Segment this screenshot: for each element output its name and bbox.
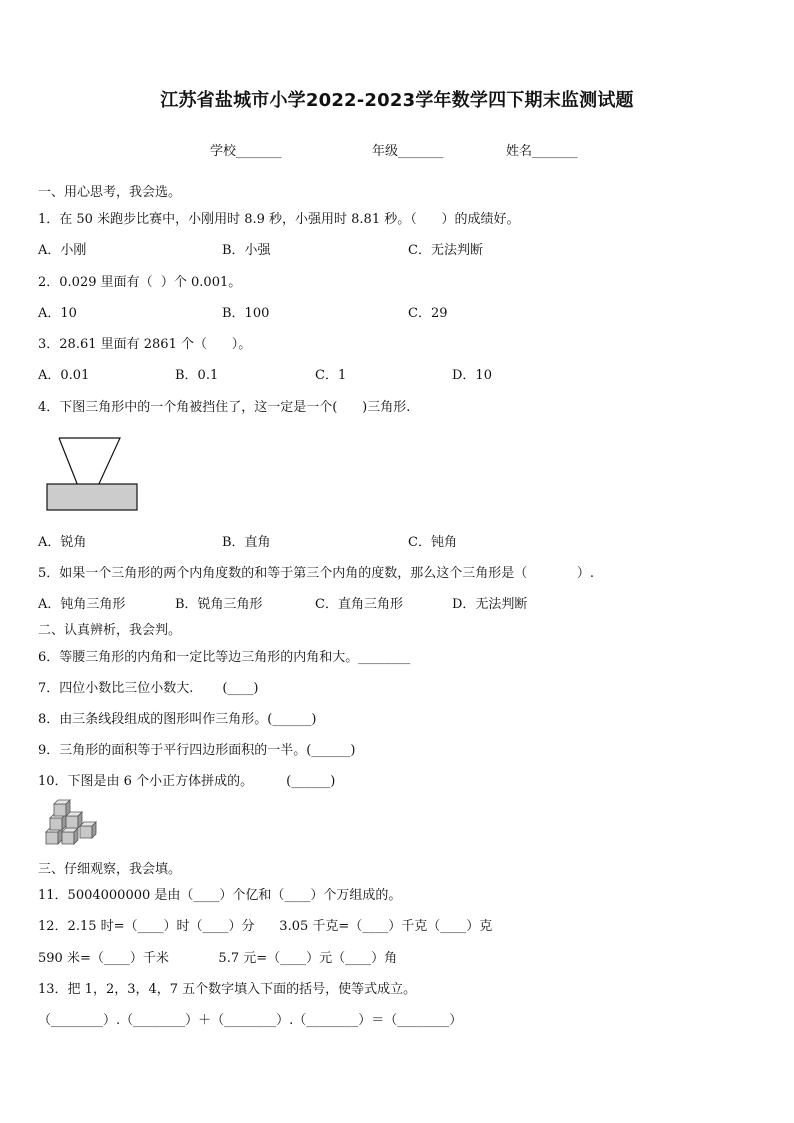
question-1: 1．在 50 米跑步比赛中，小刚用时 8.9 秒，小强用时 8.81 秒。（ ）的成绩好。 — [38, 212, 520, 227]
q1-option-b[interactable]: B．小强 — [222, 243, 271, 258]
question-5: 5．如果一个三角形的两个内角度数的和等于第三个内角的度数，那么这个三角形是（ ）. — [38, 566, 594, 581]
cube-stack — [46, 800, 96, 844]
q1-option-c[interactable]: C．无法判断 — [408, 243, 483, 258]
covering-rectangle — [47, 484, 137, 510]
section-heading-2: 二、认真辨析，我会判。 — [38, 623, 182, 638]
header-fields — [0, 140, 794, 160]
q3-option-d[interactable]: D．10 — [452, 368, 492, 383]
question-3: 3．28.61 里面有 2861 个（ ）。 — [38, 337, 252, 352]
question-11: 11．5004000000 是由（____）个亿和（____）个万组成的。 — [38, 888, 402, 903]
q3-option-a[interactable]: A．0.01 — [38, 368, 90, 383]
q3-option-c[interactable]: C．1 — [315, 368, 347, 383]
section-heading-3: 三、仔细观察，我会填。 — [38, 862, 182, 877]
q2-option-c[interactable]: C．29 — [408, 306, 448, 321]
cubes-figure — [42, 798, 102, 850]
question-8: 8．由三条线段组成的图形叫作三角形。(______) — [38, 712, 317, 727]
triangle-left-edge — [59, 438, 78, 486]
q4-option-a[interactable]: A．锐角 — [38, 535, 87, 550]
question-10: 10．下图是由 6 个小正方体拼成的。 (______) — [38, 774, 336, 789]
q5-option-b[interactable]: B．锐角三角形 — [175, 597, 263, 612]
page-title: 江苏省盐城市小学2022-2023学年数学四下期末监测试题 — [160, 90, 634, 111]
question-2: 2．0.029 里面有（ ）个 0.001。 — [38, 275, 242, 290]
question-12-line-1: 12．2.15 时=（____）时（____）分 3.05 千克=（____）千克（____）克 — [38, 919, 493, 934]
q4-option-b[interactable]: B．直角 — [222, 535, 271, 550]
q2-option-a[interactable]: A．10 — [38, 306, 77, 321]
q5-option-d[interactable]: D．无法判断 — [452, 597, 528, 612]
triangle-figure — [44, 434, 140, 514]
name-field[interactable]: 姓名_______ — [506, 144, 578, 159]
question-12-line-2: 590 米=（____）千米 5.7 元=（____）元（____）角 — [38, 951, 398, 966]
q2-option-b[interactable]: B．100 — [222, 306, 270, 321]
school-field[interactable]: 学校_______ — [210, 144, 282, 159]
grade-field[interactable]: 年级_______ — [372, 144, 444, 159]
q4-option-c[interactable]: C．钝角 — [408, 535, 457, 550]
question-9: 9．三角形的面积等于平行四边形面积的一半。(______) — [38, 743, 356, 758]
q1-option-a[interactable]: A．小刚 — [38, 243, 87, 258]
q5-option-c[interactable]: C．直角三角形 — [315, 597, 403, 612]
question-6: 6．等腰三角形的内角和一定比等边三角形的内角和大。________ — [38, 650, 411, 665]
question-4: 4．下图三角形中的一个角被挡住了，这一定是一个( )三角形. — [38, 400, 411, 415]
section-heading-1: 一、用心思考，我会选。 — [38, 185, 182, 200]
q3-option-b[interactable]: B．0.1 — [175, 368, 219, 383]
question-13-equation[interactable]: （________）.（________）＋（________）.（________）＝（________） — [38, 1013, 463, 1028]
question-13: 13．把 1，2，3，4，7 五个数字填入下面的括号，使等式成立。 — [38, 982, 417, 997]
q5-option-a[interactable]: A．钝角三角形 — [38, 597, 126, 612]
question-7: 7．四位小数比三位小数大. (____) — [38, 681, 259, 696]
